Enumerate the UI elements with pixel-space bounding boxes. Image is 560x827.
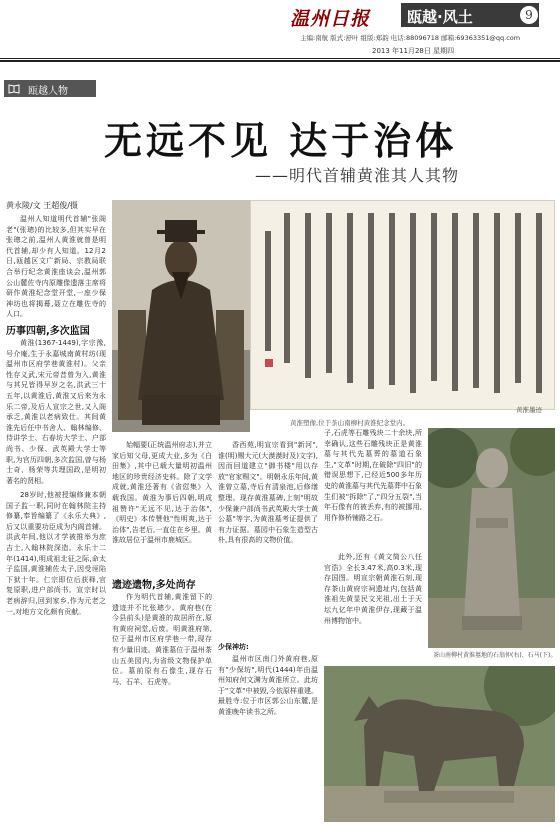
statue-photo [112, 200, 250, 432]
calligraphy-caption: 黄淮墨迹 [516, 406, 542, 414]
intro-paragraph: 温州人知道明代首辅"张阁老"(张璁)的比较多,但其实早在张璁之前,温州人黄淮就曾是明代首辅,却少有人知道。12月2日,瓯越区文广新局、宗教局联合举行纪念黄淮座谈会,温州郭公山麓佐寺内原雕像遗落主席将研作黄淮纪念堂开堂,一座少保神坊也将揭幕,聂立在雕佐寺的人口。 [6, 215, 106, 318]
column-tag-label: 瓯越人物 [28, 86, 68, 97]
section2-paragraph-2: 作为明代首辅,黄淮留下的遗迹并不比张璁少。黄府巷(在今县前头)是黄淮的故居所在,原有黄府祠堂,后废。明黄淮府第,位于温州市区府学巷一带,现存有少量旧迹。黄淮墓位于温州茶山五美园内,为省级文物保护单位。墓前原有石像生,现存石马、石羊、石虎等。 [112, 593, 212, 686]
book-icon [8, 83, 20, 94]
calligraphy-photo [250, 200, 555, 410]
article-title: 无远不见 达于治体 [104, 118, 458, 163]
section2-heading: 遗迹遗物,多处尚存 [112, 580, 196, 591]
byline: 黄永陵/文 王超俊/摄 [6, 201, 78, 210]
section1-heading: 历事四朝,多次监国 [6, 326, 90, 337]
section-label: 瓯越·风土 [407, 8, 473, 26]
article-subtitle: ——明代首辅黄淮其人其物 [255, 166, 460, 185]
masthead-brand: 温州日报 [290, 8, 371, 30]
col4-paragraph-2: 此外,还有《黄文简公八任官诰》全长3.47米,高0.3米,现存国图。明宣宗朝黄淮石刻,现存茶山黄府宗祠遗址内,包括黄淮祖先黄显民文光祖,出土于天坛九亿年中黄淮伊存,现藏于温州博物馆中。 [324, 553, 422, 625]
header-rule [0, 58, 560, 59]
col3-paragraph-2: 温州市区南门外黄府巷,原有"少保坊",明代(1444)年由温州知府何文渊为黄淮所立。此坊于"文革"中被毁,今依原样重建。最胜寺:位于市区郭公山东麓,是黄淮晚年读书之所。 [218, 655, 318, 716]
issue-date: 2013 年11月28日 星期四 [372, 47, 455, 55]
stone-figure-photo [428, 428, 555, 648]
col4-paragraph: 子,石虎等石雕残块二十余块,所幸确认,这些石雕残块正是黄淮墓与其代先墓葬的墓道石象生,"文革"时期,在破除"四旧"的错误思想下,已经近500多年历史的黄淮墓与其代先墓葬中石象生们被"拆除"了,"四分五裂",当年石像有的被丢弃,有的被挪用,用作修桥铺路之石。 [324, 429, 422, 522]
page-number-badge: 9 [520, 6, 538, 24]
col3-subhead: 少保神坊: [218, 643, 249, 651]
section1-paragraph: 黄淮(1367-1449),字宗豫,号介庵,生于永嘉城南黄村坊(现温州市区府学巷黄淮村)。父亲性存义武,宋元帝昔曾为入,黄淮与其兄皆得早岁之名,洪武三十五年,以黄淮后,黄淮又后来为永乐二帝,及后人宣宗之世,又入阁承乏,黄淮以老病致仕。其间黄淮先后任中书舍人、翰林编修、侍讲学士、右春坊大学士、户部尚书、少保、武英殿大学士等职,为官历四朝,多次监国,曾与杨士奇、杨荣等共理国政,是明初著名的贤相。 [6, 339, 106, 485]
stone-horse-photo [324, 666, 555, 822]
section1-paragraph-2: 28岁时,他被授编修兼本朝国子监一职,同时在翰林院主持修纂,奉旨编纂了《永乐大典》,后又以重要功臣成为内阁首辅。洪武年间,他以才学被推举为庶吉士,入翰林院深造。永乐十二年(1414),明成祖北征之际,命太子监国,黄淮辅佐太子,因受诬陷下狱十年。仁宗即位后获释,官复原职,进户部尚书。宣宗时以老病辞归,回到家乡,作为元老之一,对地方文化颇有贡献。 [6, 491, 106, 616]
section2-paragraph: 始幅要(正统温州府志),并立家后知父母,更成大业,多为《白田集》,其中已载大量明初温州地区的珍贵经济史料。除了文学成就,黄淮还著有《省愆集》入载我国。黄淮为事后四朝,明成祖赞许"无远不见,达于治体",《明史》本传赞他"性明爽,达于治体",告老后,一直住在乡里。黄淮故居位于温州市鹿城区。 [112, 441, 212, 545]
statue-caption: 黄淮塑像,位于茶山南柳村黄淮纪念堂内。 [290, 419, 410, 427]
editor-meta: 主编:南航 版式:舒叶 组版:郑韵 电话:88096718 邮箱:69363351@qq.com [300, 34, 521, 42]
col3-paragraph: 香西苑,明宣宗看到"新河",谁(明)赐大元(大漠漠时及)文字),因而回道建立"御书楼"用以存放"官家赐文"。明朝永乐年间,黄淮曾立墓,寺后有清泉池,后修缮整理。现存黄淮墓碑,上刻"明故少保兼户部尚书武英殿大学士黄公墓"等字,为黄淮墓考证提供了有力证据。墓园中石象生造型古朴,具有很高的文物价值。 [218, 441, 318, 545]
header-rule-thick [0, 60, 560, 62]
stone-figures-caption: 茶山南柳村黄淮墓地的石翁仲(右)、石马(下)。 [433, 652, 557, 659]
section-name [401, 3, 539, 27]
